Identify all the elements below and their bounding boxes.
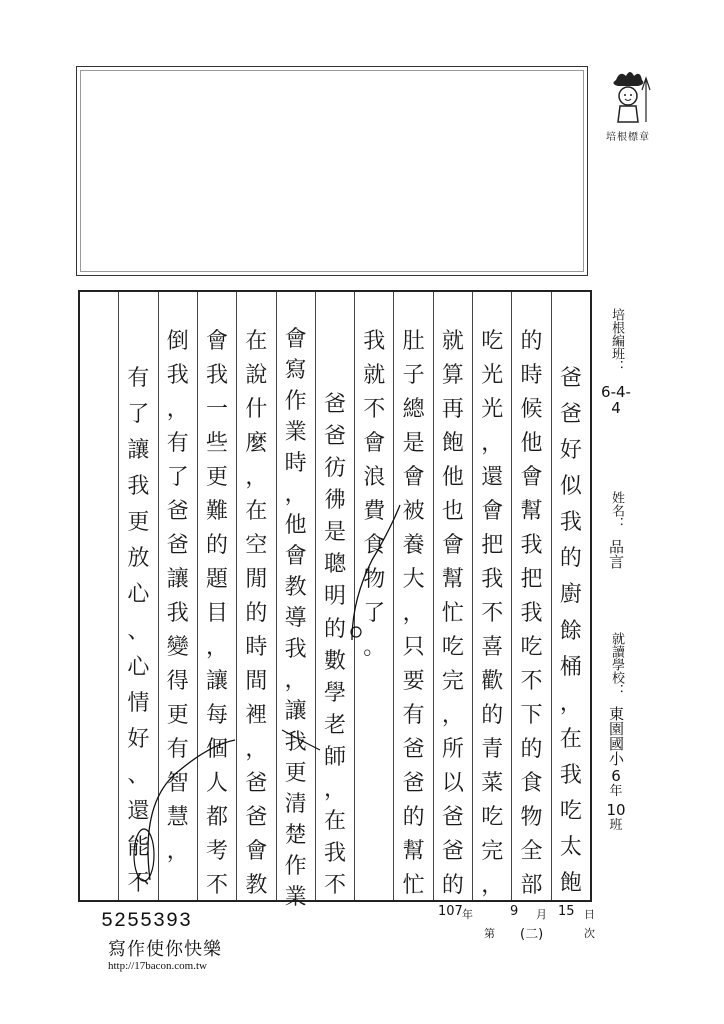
manuscript-character: 只 (402, 634, 425, 660)
manuscript-character: 算 (441, 362, 464, 388)
manuscript-character: 就 (363, 362, 386, 388)
manuscript-character: 老 (323, 712, 346, 738)
manuscript-character (355, 662, 393, 696)
manuscript-character: ， (245, 736, 268, 762)
date-year: 107 (438, 904, 463, 919)
manuscript-character: 被 (402, 498, 425, 524)
page-suffix: 次 (584, 927, 595, 940)
manuscript-character: 我 (284, 637, 307, 662)
manuscript-character: 有 (127, 365, 150, 391)
manuscript-column (197, 292, 236, 900)
manuscript-character (316, 354, 354, 386)
manuscript-character (80, 430, 118, 466)
manuscript-character: 在 (245, 328, 268, 354)
manuscript-character (355, 730, 393, 764)
manuscript-character: 菜 (481, 770, 504, 796)
date-month-label: 月 (536, 908, 547, 921)
manuscript-character: 我 (559, 510, 582, 536)
manuscript-character: 的 (520, 328, 543, 354)
manuscript-character: 吃 (520, 634, 543, 660)
manuscript-character (80, 467, 118, 503)
manuscript-character: ， (284, 668, 307, 693)
manuscript-character: 教 (284, 575, 307, 600)
manuscript-character: 的 (441, 872, 464, 898)
manuscript-character: ， (166, 396, 189, 422)
manuscript-character: 似 (559, 474, 582, 500)
manuscript-character: 完 (481, 838, 504, 864)
manuscript-character: 的 (481, 702, 504, 728)
manuscript-character: 讓 (284, 699, 307, 724)
manuscript-column (511, 292, 550, 900)
class-value: 6-4-4 (601, 383, 631, 417)
manuscript-character: 考 (206, 838, 229, 864)
manuscript-character (80, 719, 118, 755)
manuscript-character: 有 (402, 702, 425, 728)
manuscript-character (80, 683, 118, 719)
manuscript-character: 、 (127, 763, 150, 789)
manuscript-character: 飽 (441, 430, 464, 456)
comment-box-inner-border (80, 70, 584, 272)
manuscript-character: 爸 (441, 804, 464, 830)
manuscript-character: ， (166, 838, 189, 864)
manuscript-character: 把 (520, 566, 543, 592)
manuscript-character: 還 (481, 464, 504, 490)
manuscript-character: 總 (402, 396, 425, 422)
manuscript-character: 不 (127, 871, 150, 897)
manuscript-character (316, 322, 354, 354)
teacher-comment-box (76, 66, 588, 276)
manuscript-character (80, 539, 118, 575)
manuscript-character: 爸 (441, 838, 464, 864)
manuscript-column (118, 292, 157, 900)
manuscript-character: 幫 (402, 838, 425, 864)
manuscript-character: 智 (166, 770, 189, 796)
manuscript-character: 爸 (166, 532, 189, 558)
manuscript-character: 我 (481, 566, 504, 592)
manuscript-character: ， (245, 464, 268, 490)
manuscript-character: 餘 (559, 618, 582, 644)
manuscript-column (236, 292, 275, 900)
manuscript-character: 會 (206, 328, 229, 354)
manuscript-character: 下 (520, 702, 543, 728)
manuscript-character: 子 (402, 362, 425, 388)
manuscript-character: 歡 (481, 668, 504, 694)
manuscript-column (472, 292, 511, 900)
manuscript-character: 要 (402, 668, 425, 694)
manuscript-character: 裡 (245, 702, 268, 728)
manuscript-character (80, 358, 118, 394)
manuscript-character: 我 (166, 362, 189, 388)
manuscript-character: 物 (363, 566, 386, 592)
manuscript-column (551, 292, 590, 900)
manuscript-character (80, 575, 118, 611)
manuscript-character: 會 (363, 430, 386, 456)
manuscript-character: 都 (206, 804, 229, 830)
manuscript-character: 我 (284, 730, 307, 755)
manuscript-character: ， (559, 690, 582, 716)
manuscript-character: 爸 (245, 770, 268, 796)
manuscript-character (80, 792, 118, 828)
manuscript-character: 還 (127, 799, 150, 825)
manuscript-character (355, 696, 393, 730)
manuscript-character: 的 (520, 736, 543, 762)
essay-id-number: 5255393 (101, 910, 193, 933)
manuscript-character (80, 611, 118, 647)
manuscript-character: 費 (363, 498, 386, 524)
manuscript-character: ， (441, 702, 464, 728)
manuscript-grid (78, 290, 592, 910)
manuscript-character: 吃 (481, 804, 504, 830)
manuscript-character: 爸 (166, 498, 189, 524)
manuscript-character (355, 832, 393, 866)
manuscript-character: 聰 (323, 552, 346, 578)
manuscript-character: 個 (206, 736, 229, 762)
manuscript-character: 桶 (559, 654, 582, 680)
manuscript-character: 教 (245, 872, 268, 898)
date-month: 9 (510, 904, 519, 919)
manuscript-character: 彿 (323, 488, 346, 514)
manuscript-character: 更 (166, 702, 189, 728)
manuscript-character: 光 (481, 396, 504, 422)
manuscript-character: 大 (402, 566, 425, 592)
manuscript-character: 讓 (206, 668, 229, 694)
manuscript-character: 不 (206, 872, 229, 898)
manuscript-character: 業 (284, 420, 307, 445)
manuscript-column (80, 292, 118, 900)
manuscript-character (80, 828, 118, 864)
manuscript-character: 的 (206, 532, 229, 558)
manuscript-character: 在 (559, 726, 582, 752)
manuscript-character (80, 394, 118, 430)
manuscript-character: 爸 (323, 391, 346, 417)
manuscript-column (276, 292, 315, 910)
class-label: 培根編班： (609, 307, 624, 373)
manuscript-character: 彷 (323, 455, 346, 481)
manuscript-character: 明 (323, 584, 346, 610)
manuscript-character: 爸 (402, 736, 425, 762)
manuscript-character: 在 (245, 498, 268, 524)
manuscript-character: 了 (127, 401, 150, 427)
manuscript-character: ， (206, 634, 229, 660)
manuscript-character: ， (481, 430, 504, 456)
manuscript-character: 我 (520, 600, 543, 626)
manuscript-character: 每 (206, 702, 229, 728)
manuscript-character: 作 (284, 854, 307, 879)
manuscript-character: ， (284, 482, 307, 507)
manuscript-character: 倒 (166, 328, 189, 354)
manuscript-character (552, 322, 590, 358)
grade-label: 年 (609, 784, 623, 799)
manuscript-character: 我 (166, 600, 189, 626)
manuscript-character: 我 (520, 532, 543, 558)
manuscript-character: 變 (166, 634, 189, 660)
manuscript-character: 能 (127, 835, 150, 861)
manuscript-character: 更 (284, 761, 307, 786)
manuscript-character: 空 (245, 532, 268, 558)
manuscript-character: 廚 (559, 582, 582, 608)
manuscript-character: 爸 (402, 770, 425, 796)
manuscript-character: 喜 (481, 634, 504, 660)
manuscript-character: 時 (520, 362, 543, 388)
manuscript-character: 心 (127, 654, 150, 680)
date-year-label: 年 (462, 908, 473, 921)
footer-slogan: 寫作使你快樂 (108, 939, 222, 960)
manuscript-column (158, 292, 197, 900)
manuscript-character (355, 866, 393, 900)
manuscript-character: 光 (481, 362, 504, 388)
bacon-stamp (598, 66, 658, 146)
manuscript-character: 食 (520, 770, 543, 796)
manuscript-character: 我 (363, 328, 386, 354)
manuscript-character: 了 (166, 464, 189, 490)
manuscript-character: 以 (441, 770, 464, 796)
manuscript-character: 有 (166, 736, 189, 762)
school-label: 就讀學校： (609, 631, 624, 697)
manuscript-character: 的 (559, 546, 582, 572)
manuscript-character: 時 (284, 451, 307, 476)
manuscript-character: 。 (363, 634, 386, 660)
manuscript-character: 放 (127, 546, 150, 572)
manuscript-character: 好 (559, 437, 582, 463)
school-value: 東園國小 (607, 706, 625, 766)
manuscript-character: 吃 (441, 634, 464, 660)
manuscript-character: 是 (402, 430, 425, 456)
manuscript-character: 業 (284, 885, 307, 910)
manuscript-character: 幫 (441, 566, 464, 592)
manuscript-character: 會 (481, 498, 504, 524)
manuscript-character: 就 (441, 328, 464, 354)
manuscript-character: 在 (323, 809, 346, 835)
manuscript-character: 忙 (402, 872, 425, 898)
manuscript-character: 會 (284, 327, 307, 352)
manuscript-character: 會 (245, 838, 268, 864)
class-number-value: 10 (606, 801, 626, 819)
manuscript-character: 的 (402, 804, 425, 830)
manuscript-character: 會 (402, 464, 425, 490)
manuscript-character: 目 (206, 600, 229, 626)
manuscript-character: 師 (323, 744, 346, 770)
manuscript-character (80, 864, 118, 900)
manuscript-character: 讓 (166, 566, 189, 592)
manuscript-character: 完 (441, 668, 464, 694)
manuscript-character: 難 (206, 498, 229, 524)
manuscript-character: 爸 (559, 365, 582, 391)
manuscript-character: 說 (245, 362, 268, 388)
manuscript-character: 閒 (245, 566, 268, 592)
manuscript-character: 作 (284, 389, 307, 414)
page-number: (二) (520, 927, 544, 942)
manuscript-character: 吃 (559, 799, 582, 825)
manuscript-character: 物 (520, 804, 543, 830)
manuscript-character (159, 866, 197, 900)
manuscript-character: 不 (520, 668, 543, 694)
manuscript-character (80, 647, 118, 683)
manuscript-character: 了 (363, 600, 386, 626)
manuscript-character: 的 (245, 600, 268, 626)
manuscript-character: 學 (323, 680, 346, 706)
manuscript-character: 肚 (402, 328, 425, 354)
manuscript-character: 食 (363, 532, 386, 558)
manuscript-character: 所 (441, 736, 464, 762)
student-info-panel (600, 300, 632, 834)
manuscript-character: 間 (245, 668, 268, 694)
page-prefix: 第 (484, 927, 495, 940)
manuscript-character: 更 (206, 464, 229, 490)
manuscript-character: 他 (284, 513, 307, 538)
manuscript-character (355, 798, 393, 832)
manuscript-character: 一 (206, 396, 229, 422)
manuscript-character: 時 (245, 634, 268, 660)
manuscript-character: 部 (520, 872, 543, 898)
manuscript-character: 太 (559, 835, 582, 861)
manuscript-character: 會 (441, 532, 464, 558)
manuscript-character: 我 (206, 362, 229, 388)
footer-url[interactable]: http://17bacon.com.tw (108, 960, 207, 972)
manuscript-character: 是 (323, 520, 346, 546)
manuscript-character: 麼 (245, 430, 268, 456)
manuscript-character: 好 (127, 726, 150, 752)
class-number-label: 班 (609, 818, 623, 833)
manuscript-character: 更 (127, 510, 150, 536)
date-day: 15 (558, 904, 575, 919)
manuscript-character: 會 (520, 464, 543, 490)
manuscript-character: 再 (441, 396, 464, 422)
manuscript-character: 有 (166, 430, 189, 456)
manuscript-character: 把 (481, 532, 504, 558)
manuscript-character: 吃 (481, 328, 504, 354)
manuscript-character: 飽 (559, 871, 582, 897)
manuscript-character: 忙 (441, 600, 464, 626)
manuscript-character: 導 (284, 606, 307, 631)
manuscript-column (393, 292, 432, 900)
stamp-mascot-icon (598, 66, 658, 128)
manuscript-character (355, 764, 393, 798)
manuscript-character: 的 (323, 616, 346, 642)
name-value: 品言 (607, 539, 625, 569)
manuscript-character: 、 (127, 618, 150, 644)
manuscript-character: 養 (402, 532, 425, 558)
manuscript-character: 幫 (520, 498, 543, 524)
manuscript-character: 爸 (559, 401, 582, 427)
manuscript-character: 慧 (166, 804, 189, 830)
manuscript-character (80, 503, 118, 539)
manuscript-character: 爸 (323, 423, 346, 449)
manuscript-character: 全 (520, 838, 543, 864)
manuscript-character: 數 (323, 648, 346, 674)
manuscript-character: 我 (323, 841, 346, 867)
manuscript-character: 他 (520, 430, 543, 456)
manuscript-character: 不 (481, 600, 504, 626)
manuscript-character: 我 (559, 763, 582, 789)
manuscript-character: ， (323, 777, 346, 803)
manuscript-character: 清 (284, 792, 307, 817)
manuscript-character: 些 (206, 430, 229, 456)
manuscript-character: 會 (284, 544, 307, 569)
manuscript-character (119, 322, 157, 358)
manuscript-character: 青 (481, 736, 504, 762)
manuscript-character: ， (481, 872, 504, 898)
date-day-label: 日 (584, 908, 595, 921)
manuscript-character: 讓 (127, 437, 150, 463)
manuscript-column (315, 292, 354, 900)
stamp-label: 培根標章 (606, 132, 650, 143)
manuscript-character: 人 (206, 770, 229, 796)
manuscript-character (80, 756, 118, 792)
manuscript-character: 我 (127, 474, 150, 500)
manuscript-character: 浪 (363, 464, 386, 490)
manuscript-character: 不 (363, 396, 386, 422)
manuscript-character: 楚 (284, 823, 307, 848)
manuscript-character: 爸 (245, 804, 268, 830)
name-label: 姓名： (609, 490, 624, 530)
manuscript-character: 候 (520, 396, 543, 422)
manuscript-character: 寫 (284, 358, 307, 383)
manuscript-column (433, 292, 472, 900)
manuscript-character: 也 (441, 498, 464, 524)
manuscript-character: ， (402, 600, 425, 626)
manuscript-character: 什 (245, 396, 268, 422)
manuscript-character (80, 322, 118, 358)
manuscript-column (354, 292, 393, 900)
manuscript-character: 題 (206, 566, 229, 592)
manuscript-character: 不 (323, 873, 346, 899)
manuscript-character: 得 (166, 668, 189, 694)
manuscript-character: 他 (441, 464, 464, 490)
grade-value: 6 (611, 767, 621, 785)
manuscript-character: 情 (127, 690, 150, 716)
manuscript-character: 心 (127, 582, 150, 608)
